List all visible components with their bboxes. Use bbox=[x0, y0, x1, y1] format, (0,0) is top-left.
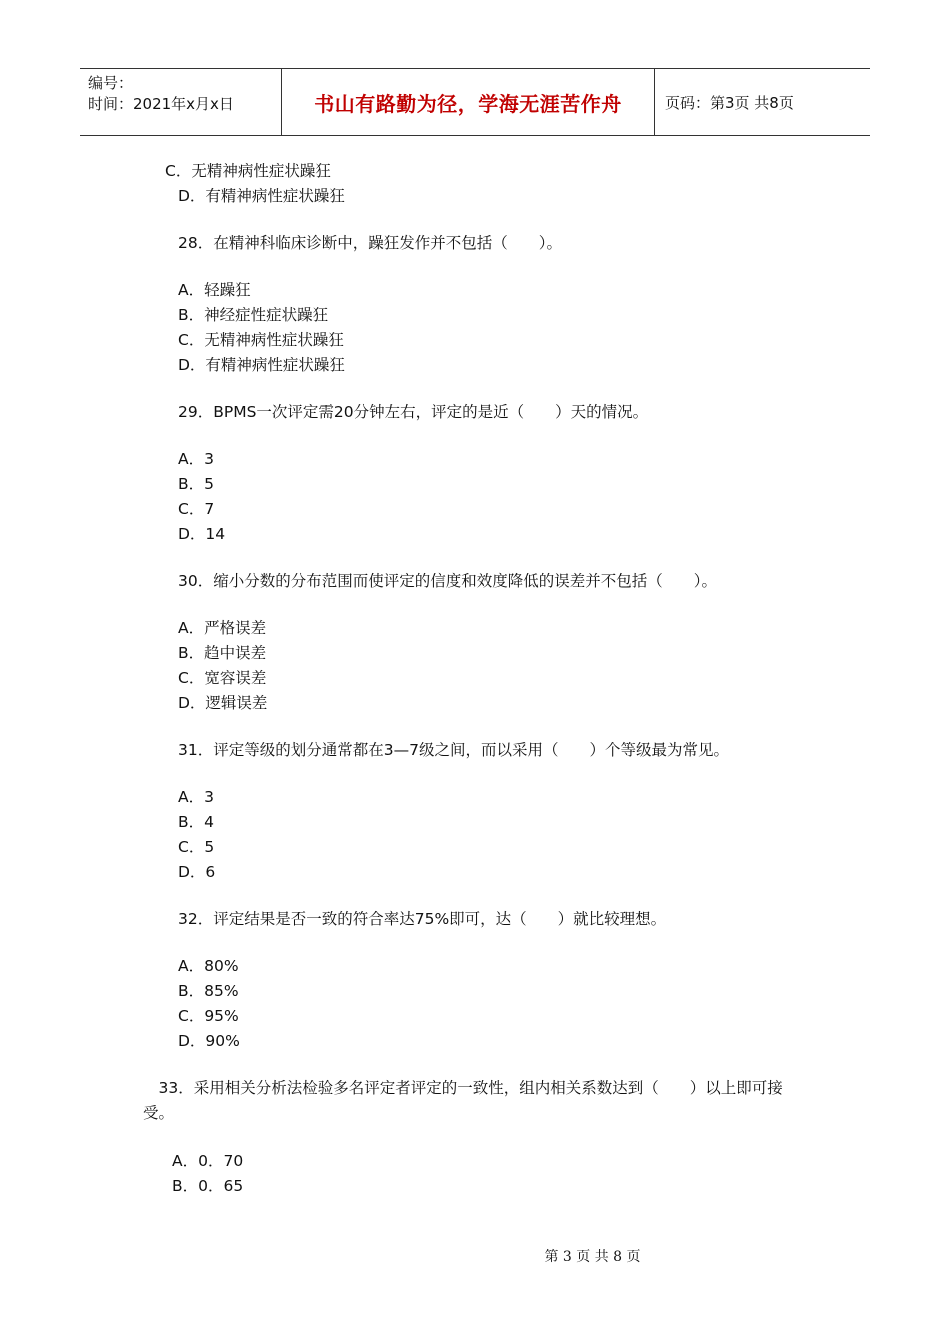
option-line: C．无精神病性症状躁狂 bbox=[165, 162, 331, 180]
option-line: A．80% bbox=[178, 957, 239, 975]
page-header bbox=[80, 68, 870, 136]
option-line: A．轻躁狂 bbox=[178, 281, 251, 299]
option-line: C．95% bbox=[178, 1007, 239, 1025]
option-line: C．无精神病性症状躁狂 bbox=[178, 331, 344, 349]
option-line: D．90% bbox=[178, 1032, 240, 1050]
time-label: 时间：2021年x月x日 bbox=[88, 95, 234, 113]
option-line: D．有精神病性症状躁狂 bbox=[178, 187, 345, 205]
question-32: 32．评定结果是否一致的符合率达75%即可，达（ ）就比较理想。 bbox=[178, 910, 667, 928]
option-line: B．0．65 bbox=[172, 1177, 244, 1195]
header-motto bbox=[282, 69, 655, 135]
option-line: A．严格误差 bbox=[178, 619, 267, 637]
option-line: C．宽容误差 bbox=[178, 669, 267, 687]
option-line: C．7 bbox=[178, 500, 215, 518]
option-line: B．趋中误差 bbox=[178, 644, 267, 662]
question-28: 28．在精神科临床诊断中，躁狂发作并不包括（ ）。 bbox=[178, 234, 562, 252]
number-label: 编号： bbox=[88, 74, 134, 92]
option-line: A．3 bbox=[178, 788, 214, 806]
question-33: 33．采用相关分析法检验多名评定者评定的一致性，组内相关系数达到（ ）以上即可接受。 bbox=[143, 1079, 783, 1122]
header-page-info: 页码：第3页 共8页 bbox=[665, 93, 794, 112]
question-29: 29．BPMS一次评定需20分钟左右，评定的是近（ ）天的情况。 bbox=[178, 403, 649, 421]
option-line: B．4 bbox=[178, 813, 214, 831]
page-footer: 第 3 页 共 8 页 bbox=[544, 1249, 641, 1265]
option-line: B．85% bbox=[178, 982, 239, 1000]
motto-text: 书山有路勤为径，学海无涯苦作舟 bbox=[314, 91, 622, 116]
option-line: C．5 bbox=[178, 838, 215, 856]
question-30: 30．缩小分数的分布范围而使评定的信度和效度降低的误差并不包括（ ）。 bbox=[178, 572, 717, 590]
option-line: A．3 bbox=[178, 450, 214, 468]
option-line: D．14 bbox=[178, 525, 226, 543]
option-line: D．有精神病性症状躁狂 bbox=[178, 356, 345, 374]
option-line: B．神经症性症状躁狂 bbox=[178, 306, 329, 324]
option-line: D．6 bbox=[178, 863, 216, 881]
header-meta bbox=[80, 69, 282, 135]
question-31: 31．评定等级的划分通常都在3—7级之间，而以采用（ ）个等级最为常见。 bbox=[178, 741, 729, 759]
option-line: D．逻辑误差 bbox=[178, 694, 268, 712]
option-line: A．0．70 bbox=[172, 1152, 244, 1170]
option-line: B．5 bbox=[178, 475, 214, 493]
